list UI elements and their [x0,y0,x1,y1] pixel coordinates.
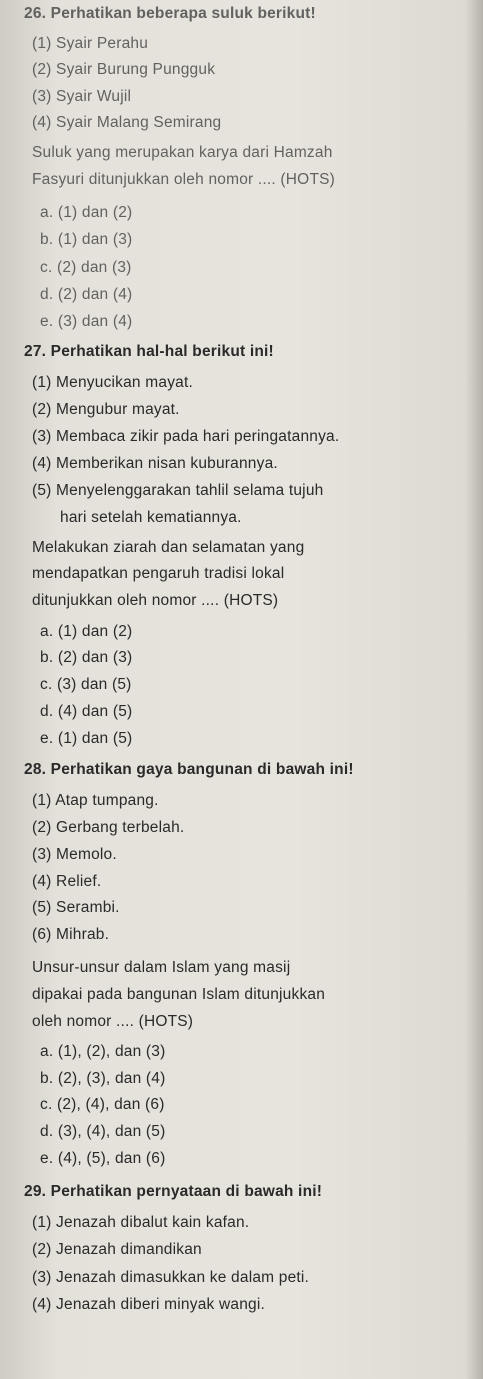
question-stem: mendapatkan pengaruh tradisi lokal [32,565,285,582]
question-number: 27. [24,343,47,360]
question-28-heading [24,760,354,780]
list-item: (3) Memolo. [32,846,117,863]
question-27-heading [24,342,274,362]
list-item: (3) Jenazah dimasukkan ke dalam peti. [32,1269,310,1286]
question-title: Perhatikan pernyataan di bawah ini! [50,1183,323,1200]
list-item: (1) Jenazah dibalut kain kafan. [32,1214,250,1231]
list-item: (5) Menyelenggarakan tahlil selama tujuh [32,482,324,499]
answer-option: e. (3) dan (4) [40,313,133,330]
answer-option: b. (2), (3), dan (4) [40,1070,166,1087]
answer-option: b. (1) dan (3) [40,231,133,248]
question-stem: Melakukan ziarah dan selamatan yang [32,539,305,556]
question-stem: Unsur-unsur dalam Islam yang masij [32,959,291,976]
answer-option: a. (1), (2), dan (3) [40,1043,166,1060]
list-item: (4) Syair Malang Semirang [32,114,222,131]
list-item: (6) Mihrab. [32,926,110,943]
question-stem: oleh nomor .... (HOTS) [32,1013,194,1030]
question-stem: ditunjukkan oleh nomor .... (HOTS) [32,592,279,609]
question-title: Perhatikan gaya bangunan di bawah ini! [50,761,354,778]
list-item: (1) Syair Perahu [32,35,149,52]
answer-option: a. (1) dan (2) [40,204,133,221]
list-item: (5) Serambi. [32,899,120,916]
question-title: Perhatikan beberapa suluk berikut! [50,5,316,22]
question-number: 26. [24,5,47,22]
question-26-heading [24,4,316,24]
answer-option: d. (4) dan (5) [40,703,133,720]
question-29-heading [24,1182,322,1202]
list-item: (3) Syair Wujil [32,88,132,105]
answer-option: c. (3) dan (5) [40,676,132,693]
list-item: (1) Menyucikan mayat. [32,374,193,391]
answer-option: d. (2) dan (4) [40,286,133,303]
list-item: (3) Membaca zikir pada hari peringatannya. [32,428,340,445]
question-title: Perhatikan hal-hal berikut ini! [50,343,274,360]
list-item: (2) Gerbang terbelah. [32,819,185,836]
list-item: (2) Syair Burung Pungguk [32,61,216,78]
page-edge-shadow [465,0,483,1379]
question-number: 28. [24,761,47,778]
list-item-continuation: hari setelah kematiannya. [60,509,242,526]
question-number: 29. [24,1183,47,1200]
question-stem: Suluk yang merupakan karya dari Hamzah [32,144,333,161]
list-item: (1) Atap tumpang. [32,792,159,809]
list-item: (4) Memberikan nisan kuburannya. [32,455,278,472]
answer-option: d. (3), (4), dan (5) [40,1123,166,1140]
answer-option: c. (2) dan (3) [40,259,132,276]
list-item: (2) Mengubur mayat. [32,401,180,418]
answer-option: a. (1) dan (2) [40,623,133,640]
answer-option: e. (4), (5), dan (6) [40,1150,166,1167]
answer-option: c. (2), (4), dan (6) [40,1096,165,1113]
list-item: (4) Jenazah diberi minyak wangi. [32,1296,265,1313]
list-item: (4) Relief. [32,873,102,890]
answer-option: e. (1) dan (5) [40,730,133,747]
list-item: (2) Jenazah dimandikan [32,1241,202,1258]
answer-option: b. (2) dan (3) [40,649,133,666]
question-stem: dipakai pada bangunan Islam ditunjukkan [32,986,326,1003]
question-stem: Fasyuri ditunjukkan oleh nomor .... (HOTS) [32,171,336,188]
